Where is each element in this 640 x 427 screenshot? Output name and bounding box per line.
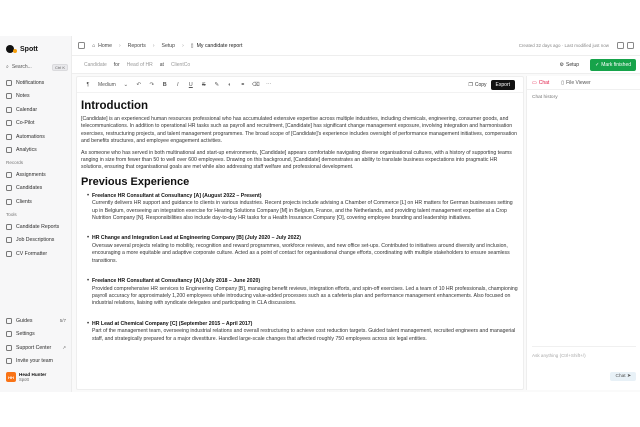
highlight-icon[interactable]: ✎ bbox=[214, 81, 220, 88]
sidebar-item-candidates[interactable] bbox=[0, 182, 72, 196]
chat-send-button[interactable] bbox=[610, 372, 636, 381]
chat-input[interactable] bbox=[532, 346, 636, 386]
sidebar-item-label: Candidates bbox=[16, 185, 43, 192]
external-link-icon: ↗ bbox=[62, 344, 66, 350]
job-description: Provided comprehensive HR services to Engineering Company [B], managing benefit reviews, integration efforts, and spin-off exercises. Led a team of 10 HR professionals, championing payroll accuracy for approximately 1,200 employees while introducing value-added processes such as a cafeteria plan and performance management enhancements. Also focused on industrial relations, liaising with syndicate delegates and participating in CLA discussions. bbox=[92, 285, 518, 307]
sidebar-item-cv-formatter[interactable] bbox=[0, 247, 72, 261]
color-icon[interactable]: ◐ bbox=[228, 81, 232, 88]
app-name: Spott bbox=[20, 45, 38, 53]
tab-file-viewer[interactable] bbox=[561, 80, 590, 86]
user-profile[interactable] bbox=[6, 372, 46, 382]
sidebar-item-guides[interactable] bbox=[0, 314, 72, 328]
logo-icon bbox=[6, 44, 17, 54]
avatar: HH bbox=[6, 372, 16, 382]
redo-icon[interactable]: ↷ bbox=[149, 81, 155, 88]
experience-heading: Previous Experience bbox=[81, 175, 190, 188]
breadcrumb-reports[interactable]: Reports bbox=[127, 42, 146, 49]
job-description: Part of the management team, overseeing industrial relations and overall restructuring to achieve cost reduction targets. Guided talent management, recruited engineers and managerial staff, and strategically prepared for a major divestiture. Handled large-scale changes that affected roughly 750 employees across six legal entities. bbox=[92, 328, 516, 342]
breadcrumb-current: My candidate report bbox=[196, 42, 243, 49]
modified-status: Created 32 days ago · Last modified just now bbox=[518, 43, 609, 48]
client-selector[interactable]: ClientCo bbox=[170, 61, 191, 68]
setup-button[interactable] bbox=[560, 62, 580, 68]
home-icon: ⌂ bbox=[92, 42, 96, 49]
bullet-icon: • bbox=[87, 320, 90, 327]
list-item bbox=[81, 321, 518, 343]
intro-paragraph-1: [Candidate] is an experienced human resources professional who has accumulated extensive expertise across multiple industries, including chemicals, engineering, consumer goods, and telecommunications. In addition to operational HR tasks such as payroll and recruitment, [Candidate] has significant change management exposure, involving integration and harmonisation exercises, restructuring projects, and talent management programmes. The broad scope of [Candidate]'s experience includes oversight of performance management initiatives, compensation and benefits structures, and employee engagement activities. bbox=[81, 116, 518, 145]
job-title: HR Change and Integration Lead at Engineering Company [B] (July 2020 – July 2022) bbox=[92, 235, 301, 242]
format-toolbar bbox=[77, 77, 523, 93]
job-title: HR Lead at Chemical Company [C] (September 2015 – April 2017) bbox=[92, 320, 253, 327]
sidebar-item-label: Calendar bbox=[16, 106, 38, 113]
list-item bbox=[81, 278, 518, 308]
chevron-down-icon: ⌄ bbox=[123, 81, 129, 88]
bullet-icon: • bbox=[87, 278, 90, 285]
file-icon bbox=[6, 237, 12, 243]
sidebar-item-label: Notes bbox=[16, 93, 30, 100]
bolt-icon bbox=[6, 134, 12, 140]
italic-icon[interactable]: I bbox=[177, 81, 179, 88]
sidebar-item-analytics[interactable] bbox=[0, 144, 72, 158]
font-size-select[interactable]: Medium bbox=[98, 81, 116, 88]
breadcrumb-home[interactable]: Home bbox=[98, 42, 112, 49]
report-context-bar bbox=[72, 56, 640, 74]
copy-label: Copy bbox=[474, 81, 487, 88]
chat-icon: ▭ bbox=[532, 79, 537, 86]
sidebar-item-automations[interactable] bbox=[0, 130, 72, 144]
sidebar-nav-bottom bbox=[0, 314, 72, 368]
list-item bbox=[81, 193, 518, 223]
sidebar-item-label: Notifications bbox=[16, 79, 45, 86]
sidebar-item-label: Invite your team bbox=[16, 358, 53, 365]
settings-sliders-icon: ⚙ bbox=[559, 61, 564, 68]
underline-icon[interactable]: U bbox=[188, 81, 193, 88]
bullet-icon: • bbox=[87, 235, 90, 242]
sidebar-item-notifications[interactable] bbox=[0, 76, 72, 90]
job-description: Currently delivers HR support and guidance to clients in various industries. Recent projects include advising a Chamber of Commerce [L] on HR matters for German businesses setting up in Belgium, overseeing an integration exercise for Hearing Solutions Company [M] in Belgium, France, and the Netherlands, and providing talent management expertise at a Crop Nutrition Company [N]. Responsibilities also include day-to-day HR tasks for a Health Insurance Company [O], covering employee branding and leadership initiatives. bbox=[92, 200, 513, 222]
sidebar-nav-top bbox=[0, 76, 72, 157]
sidebar-item-label: Candidate Reports bbox=[16, 223, 60, 230]
gear-icon bbox=[6, 331, 12, 337]
sidebar-nav-records bbox=[0, 157, 72, 209]
assistant-panel bbox=[526, 76, 640, 390]
tab-chat-label: Chat bbox=[538, 79, 550, 86]
intro-heading: Introduction bbox=[81, 100, 149, 112]
sidebar-item-label: Assignments bbox=[16, 171, 46, 178]
search-shortcut: Ctrl K bbox=[52, 64, 68, 71]
job-title: Freelance HR Consultant at Consultancy [A] (July 2018 – June 2020) bbox=[92, 278, 261, 285]
panel-tabs bbox=[527, 76, 640, 90]
sparkle-icon bbox=[6, 120, 12, 126]
paragraph-style-icon[interactable]: ¶ bbox=[86, 81, 90, 88]
tab-file-viewer-label: File Viewer bbox=[566, 79, 591, 86]
sidebar-toggle-icon[interactable] bbox=[78, 42, 85, 49]
copy-button[interactable] bbox=[468, 82, 486, 88]
sidebar-item-copilot[interactable] bbox=[0, 117, 72, 131]
sidebar-item-label: CV Formatter bbox=[16, 250, 48, 257]
note-icon bbox=[6, 93, 12, 99]
app-logo[interactable] bbox=[6, 43, 38, 55]
export-button[interactable]: Export bbox=[491, 80, 515, 90]
sidebar bbox=[0, 36, 72, 392]
file-icon: ▯ bbox=[561, 79, 565, 86]
sidebar-item-job-descriptions[interactable] bbox=[0, 234, 72, 248]
sidebar-item-label: Analytics bbox=[16, 147, 37, 154]
sidebar-item-invite[interactable] bbox=[0, 355, 72, 369]
chat-history-link[interactable]: Chat history bbox=[532, 95, 558, 100]
building-icon bbox=[6, 199, 12, 205]
history-icon[interactable] bbox=[617, 42, 624, 49]
sidebar-item-label: Clients bbox=[16, 198, 32, 205]
mark-finished-label: Mark finished bbox=[601, 61, 631, 68]
person-add-icon bbox=[6, 358, 12, 364]
sidebar-item-calendar[interactable] bbox=[0, 103, 72, 117]
chevron-right-icon: › bbox=[182, 42, 184, 49]
format-icon bbox=[6, 251, 12, 257]
help-icon bbox=[6, 345, 12, 351]
guides-progress: 5/7 bbox=[59, 318, 66, 324]
user-name: Head Hunter bbox=[19, 372, 47, 377]
undo-icon[interactable]: ↶ bbox=[136, 81, 142, 88]
setup-label: Setup bbox=[565, 61, 580, 68]
user-org: Spott bbox=[19, 377, 29, 382]
sidebar-item-label: Guides bbox=[16, 317, 33, 324]
sidebar-item-candidate-reports[interactable] bbox=[0, 220, 72, 234]
mark-finished-button[interactable] bbox=[590, 59, 636, 71]
sidebar-item-label: Support Center bbox=[16, 344, 52, 351]
more-icon[interactable]: ⋯ bbox=[266, 81, 272, 88]
chart-icon bbox=[6, 147, 12, 153]
intro-paragraph-2: As someone who has served in both multinational and start-up environments, [Candidate] appears comfortable navigating diverse organisational cultures, with a history of supporting teams ranging in size from fewer than 50 to well over 600 employees. Drawing on this background, [Candidate] demonstrates an ability to translate business expectations into pragmatic HR solutions, ensuring that organisational goals are met while also addressing staff welfare and professional development. bbox=[81, 149, 512, 171]
report-icon bbox=[6, 224, 12, 230]
report-editor bbox=[76, 76, 524, 390]
app-window bbox=[0, 36, 640, 392]
at-label: at bbox=[159, 61, 164, 68]
sidebar-item-assignments[interactable] bbox=[0, 168, 72, 182]
briefcase-icon bbox=[6, 172, 12, 178]
chevron-right-icon: › bbox=[118, 42, 121, 49]
sidebar-item-label: Automations bbox=[16, 133, 45, 140]
chat-input-placeholder: Ask anything (Ctrl+Shift+/) bbox=[532, 353, 586, 358]
list-item bbox=[81, 235, 518, 265]
link-icon[interactable]: ⚭ bbox=[240, 81, 246, 88]
chat-send-label: Chat bbox=[615, 374, 626, 379]
sidebar-item-support-center[interactable] bbox=[0, 341, 72, 355]
clear-format-icon[interactable]: ⌫ bbox=[251, 81, 260, 88]
sidebar-item-settings[interactable] bbox=[0, 328, 72, 342]
document-icon: ▯ bbox=[190, 42, 194, 49]
top-bar bbox=[72, 36, 640, 56]
for-label: for bbox=[113, 61, 120, 68]
send-icon: ➤ bbox=[626, 374, 631, 379]
chevron-right-icon: › bbox=[152, 42, 155, 49]
panel-toggle-icon[interactable] bbox=[627, 42, 634, 49]
sidebar-item-label: Settings bbox=[16, 331, 35, 338]
document-body[interactable] bbox=[77, 93, 523, 343]
sidebar-item-label: Job Descriptions bbox=[16, 237, 55, 244]
book-icon bbox=[6, 318, 12, 324]
users-icon bbox=[6, 185, 12, 191]
strikethrough-icon[interactable]: S bbox=[201, 81, 206, 88]
sidebar-item-notes[interactable] bbox=[0, 90, 72, 104]
section-label-records: Records bbox=[6, 160, 24, 165]
search-icon: ⌕ bbox=[6, 64, 9, 70]
tab-chat[interactable] bbox=[532, 80, 549, 86]
copy-icon: ❐ bbox=[468, 81, 473, 88]
check-icon: ✓ bbox=[595, 61, 600, 68]
role-selector[interactable]: Head of HR bbox=[126, 61, 153, 68]
sidebar-item-label: Co-Pilot bbox=[16, 120, 35, 127]
calendar-icon bbox=[6, 107, 12, 113]
candidate-selector[interactable]: Candidate bbox=[84, 61, 107, 68]
bold-icon[interactable]: B bbox=[162, 81, 167, 88]
breadcrumb bbox=[78, 42, 242, 49]
sidebar-search[interactable] bbox=[6, 62, 68, 72]
job-title: Freelance HR Consultant at Consultancy [A] (August 2022 – Present) bbox=[92, 192, 262, 199]
sidebar-nav-tools bbox=[0, 209, 72, 261]
breadcrumb-setup[interactable]: Setup bbox=[161, 42, 176, 49]
bullet-icon: • bbox=[87, 192, 90, 199]
section-label-tools: Tools bbox=[6, 212, 17, 217]
search-label: Search... bbox=[11, 64, 32, 70]
sidebar-item-clients[interactable] bbox=[0, 195, 72, 209]
job-description: Oversaw several projects relating to mobility, recognition and reward programmes, workforce reviews, and new office set-ups. Contributed to initiatives around diversity and inclusion, encouraging a more equitable and adaptive corporate culture. Acted as a point of contact for organisational change efforts, coordinating with multiple stakeholders to ensure seamless transitions. bbox=[92, 242, 510, 264]
bell-icon bbox=[6, 80, 12, 86]
